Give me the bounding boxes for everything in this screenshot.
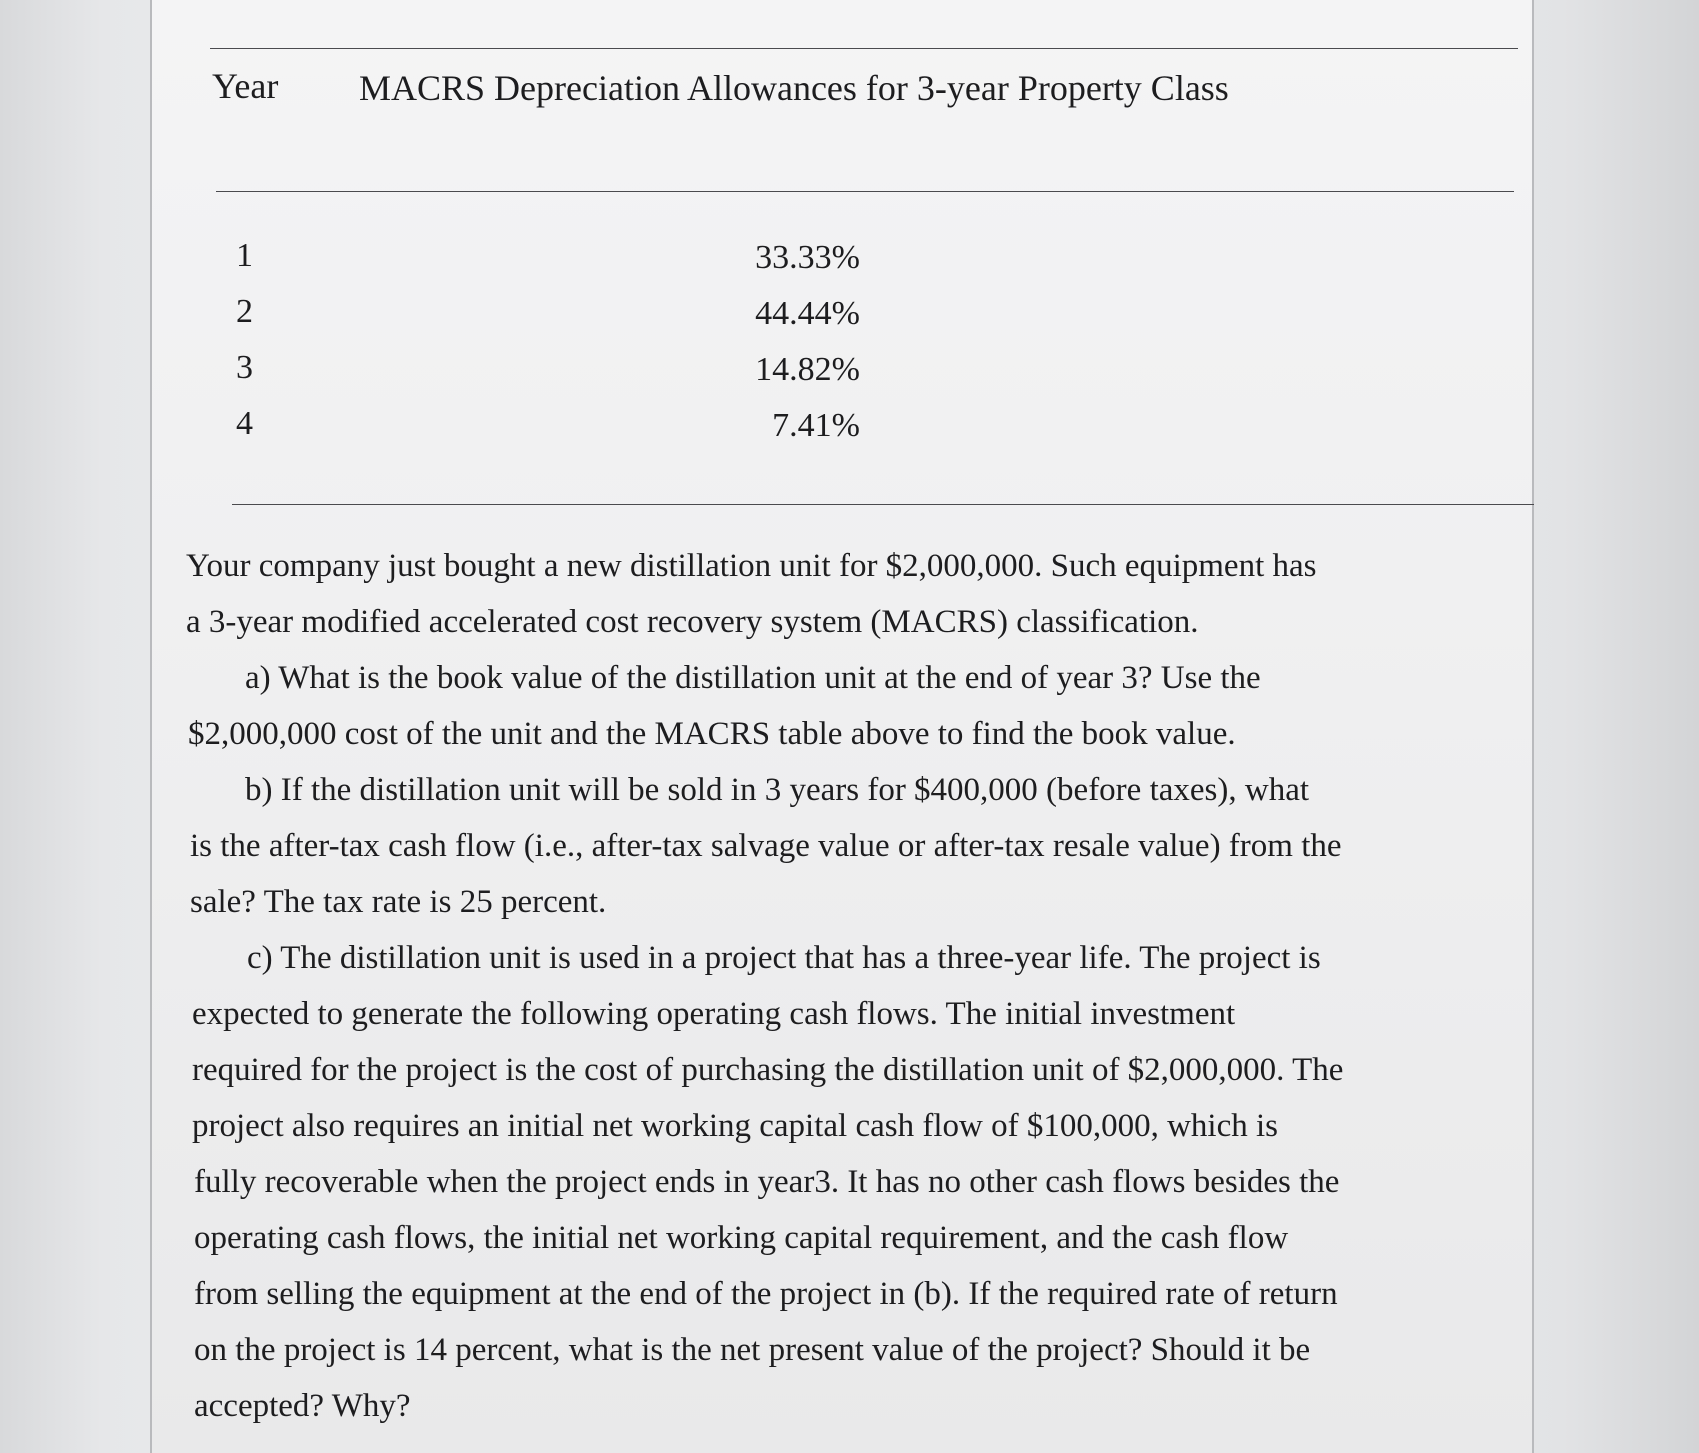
table-header-rule — [216, 191, 1514, 192]
table-cell-percent: 7.41% — [772, 407, 860, 444]
question-a-line: a) What is the book value of the distillation unit at the end of year 3? Use the — [245, 660, 1261, 696]
question-c-line: expected to generate the following operating cash flows. The initial investment — [192, 996, 1236, 1032]
table-cell-year: 1 — [236, 237, 253, 274]
table-cell-percent: 14.82% — [755, 351, 860, 388]
question-b-line: sale? The tax rate is 25 percent. — [190, 884, 607, 920]
question-a-line: $2,000,000 cost of the unit and the MACRS table above to find the book value. — [188, 716, 1236, 752]
question-b-line: b) If the distillation unit will be sold in 3 years for $400,000 (before taxes), what — [245, 772, 1310, 808]
question-b-line: is the after-tax cash flow (i.e., after-tax salvage value or after-tax resale value) from the — [190, 828, 1342, 864]
question-c-line: accepted? Why? — [194, 1388, 411, 1424]
table-title: MACRS Depreciation Allowances for 3-year Property Class — [359, 68, 1229, 108]
table-cell-year: 3 — [236, 349, 253, 386]
table-bottom-rule — [232, 504, 1534, 505]
question-c-line: operating cash flows, the initial net working capital requirement, and the cash flow — [194, 1220, 1289, 1256]
table-year-header: Year — [212, 66, 279, 106]
question-c-line: required for the project is the cost of purchasing the distillation unit of $2,000,000. The — [192, 1052, 1344, 1088]
question-c-line: project also requires an initial net working capital cash flow of $100,000, which is — [192, 1108, 1278, 1144]
question-c-line: from selling the equipment at the end of the project in (b). If the required rate of return — [194, 1276, 1338, 1312]
table-top-rule — [210, 48, 1518, 49]
table-cell-percent: 33.33% — [755, 239, 860, 276]
table-cell-percent: 44.44% — [755, 295, 860, 332]
problem-line: Your company just bought a new distillation unit for $2,000,000. Such equipment has — [186, 548, 1317, 584]
table-cell-year: 2 — [236, 293, 253, 330]
question-c-line: fully recoverable when the project ends in year3. It has no other cash flows besides the — [194, 1164, 1340, 1200]
problem-line: a 3-year modified accelerated cost recovery system (MACRS) classification. — [186, 604, 1199, 640]
document-page — [150, 0, 1534, 1453]
question-c-line: c) The distillation unit is used in a project that has a three-year life. The project is — [247, 940, 1321, 976]
table-cell-year: 4 — [236, 405, 253, 442]
question-c-line: on the project is 14 percent, what is the net present value of the project? Should it be — [194, 1332, 1311, 1368]
